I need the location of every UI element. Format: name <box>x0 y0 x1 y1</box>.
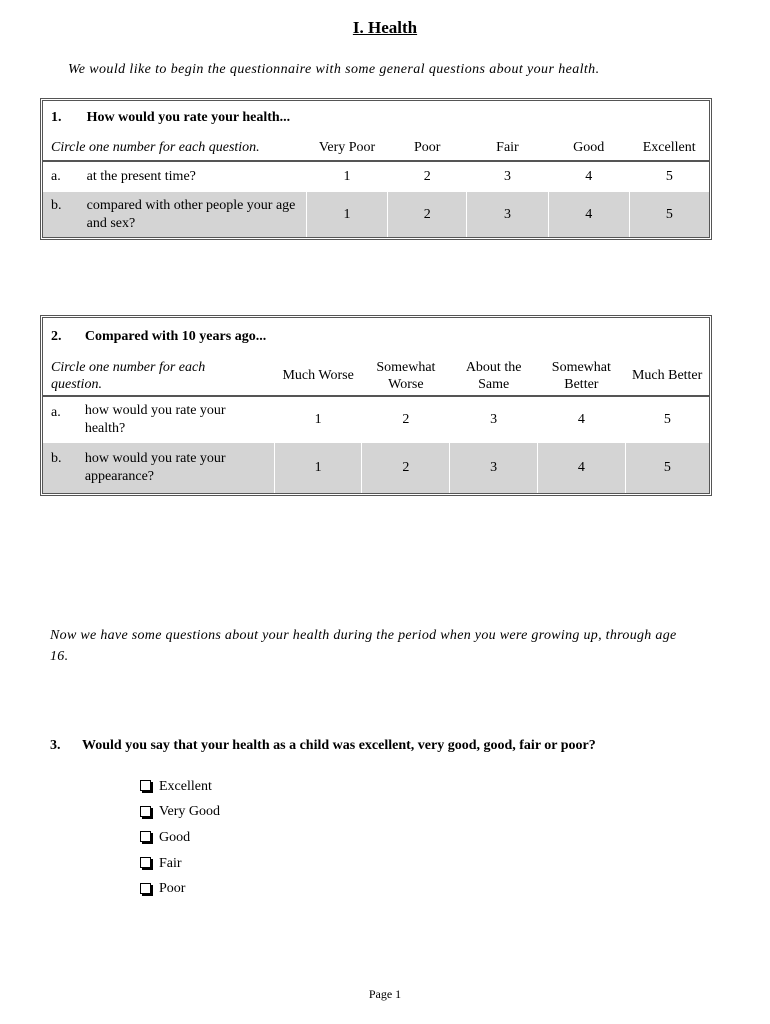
question-3-text: Would you say that your health as a child was excellent, very good, good, fair or poor? <box>82 738 596 753</box>
q2-col-much-worse: Much Worse <box>274 356 362 396</box>
table-row <box>43 161 709 192</box>
table-row <box>43 192 709 237</box>
row-text: how would you rate your health? <box>84 403 226 436</box>
question-2-instruction: Circle one number for each question. <box>43 356 274 396</box>
rating-option[interactable]: 4 <box>537 396 625 443</box>
option-excellent[interactable] <box>140 774 220 800</box>
rating-option[interactable]: 1 <box>274 443 362 493</box>
q2-col-about-the-same: About the Same <box>450 356 538 396</box>
question-1-instruction: Circle one number for each question. <box>43 135 306 161</box>
checkbox-icon[interactable] <box>140 780 151 791</box>
rating-option[interactable]: 5 <box>625 443 709 493</box>
rating-option[interactable]: 3 <box>467 192 548 237</box>
table-row <box>43 443 709 493</box>
question-1-number: 1. <box>51 110 62 125</box>
rating-option[interactable]: 5 <box>629 161 709 192</box>
q2-col-somewhat-worse: Somewhat Worse <box>362 356 450 396</box>
rating-option[interactable]: 1 <box>306 161 387 192</box>
checkbox-icon[interactable] <box>140 831 151 842</box>
option-poor[interactable] <box>140 876 220 902</box>
row-letter: a. <box>51 169 61 184</box>
rating-option[interactable]: 2 <box>388 192 467 237</box>
question-2-number: 2. <box>51 329 62 344</box>
question-3 <box>50 738 596 754</box>
row-letter: a. <box>51 405 61 420</box>
row-text: how would you rate your appearance? <box>85 443 274 493</box>
option-label: Poor <box>159 881 186 897</box>
rating-option[interactable]: 3 <box>450 396 538 443</box>
rating-option[interactable]: 1 <box>306 192 387 237</box>
rating-option[interactable]: 3 <box>467 161 548 192</box>
rating-option[interactable]: 4 <box>537 443 625 493</box>
question-1-box <box>40 98 712 240</box>
checkbox-icon[interactable] <box>140 883 151 894</box>
page-number: Page 1 <box>368 987 402 1001</box>
row-text: at the present time? <box>86 169 196 184</box>
q1-col-good: Good <box>548 135 629 161</box>
q2-col-much-better: Much Better <box>625 356 709 396</box>
rating-option[interactable]: 5 <box>625 396 709 443</box>
question-3-number: 3. <box>50 738 61 753</box>
section-title: I. Health <box>352 18 418 37</box>
rating-option[interactable]: 4 <box>548 192 629 237</box>
q1-col-excellent: Excellent <box>629 135 709 161</box>
option-good[interactable] <box>140 825 220 851</box>
question-2-box <box>40 315 712 496</box>
option-label: Excellent <box>159 778 212 794</box>
checkbox-icon[interactable] <box>140 806 151 817</box>
q1-col-very-poor: Very Poor <box>306 135 387 161</box>
option-fair[interactable] <box>140 851 220 877</box>
option-very-good[interactable] <box>140 800 220 826</box>
rating-option[interactable]: 4 <box>548 161 629 192</box>
question-1-title: How would you rate your health... <box>86 110 291 125</box>
q2-col-somewhat-better: Somewhat Better <box>537 356 625 396</box>
intro-text: We would like to begin the questionnaire with some general questions about your health. <box>68 62 600 77</box>
rating-option[interactable]: 5 <box>629 192 709 237</box>
row-letter: b. <box>43 192 87 237</box>
rating-option[interactable]: 3 <box>450 443 538 493</box>
question-2-title: Compared with 10 years ago... <box>84 329 267 344</box>
growing-up-intro: Now we have some questions about your health during the period when you were growing up, through age 16. <box>50 628 677 664</box>
table-row <box>43 396 709 443</box>
option-label: Very Good <box>159 804 221 820</box>
rating-option[interactable]: 1 <box>274 396 362 443</box>
row-letter: b. <box>43 443 85 493</box>
row-text: compared with other people your age and sex? <box>87 192 307 237</box>
q1-col-fair: Fair <box>467 135 548 161</box>
q1-col-poor: Poor <box>388 135 467 161</box>
rating-option[interactable]: 2 <box>362 443 450 493</box>
checkbox-icon[interactable] <box>140 857 151 868</box>
question-3-options <box>140 774 220 902</box>
option-label: Fair <box>159 855 182 871</box>
rating-option[interactable]: 2 <box>388 161 467 192</box>
rating-option[interactable]: 2 <box>362 396 450 443</box>
option-label: Good <box>159 829 191 845</box>
